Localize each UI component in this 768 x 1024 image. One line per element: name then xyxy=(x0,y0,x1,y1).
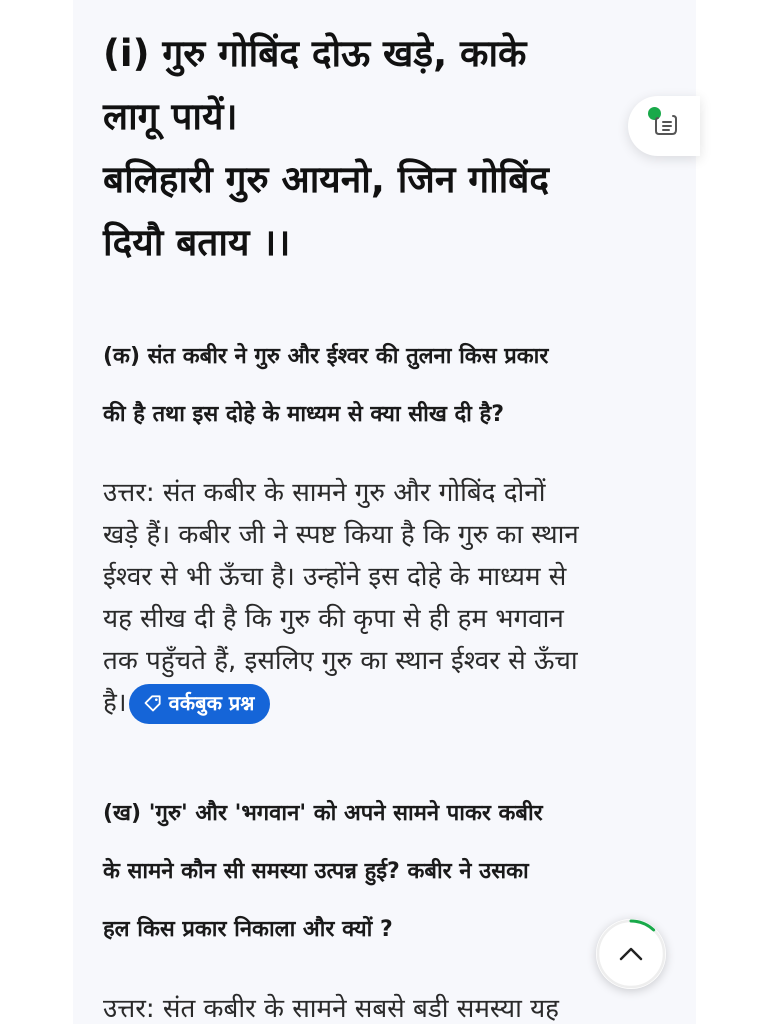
question-line: (ख) 'गुरु' और 'भगवान' को अपने सामने पाकर कबीर xyxy=(103,801,543,826)
question-ka xyxy=(103,328,678,444)
answer-line: तक पहुँचते हैं, इसलिए गुरु का स्थान ईश्वर से ऊँचा xyxy=(103,646,578,676)
answer-ka xyxy=(103,472,683,724)
question-line: के सामने कौन सी समस्या उत्पन्न हुई? कबीर ने उसका xyxy=(103,859,529,884)
scroll-progress-ring xyxy=(596,919,666,989)
answer-line: यह सीख दी है कि गुरु की कृपा से ही हम भगवान xyxy=(103,604,564,634)
question-line: (क) संत कबीर ने गुरु और ईश्वर की तुलना किस प्रकार xyxy=(103,344,549,369)
tag-icon xyxy=(143,693,163,713)
doha-line-2: लागू पायें। xyxy=(103,95,238,138)
answer-line: खड़े हैं। कबीर जी ने स्पष्ट किया है कि गुरु का स्थान xyxy=(103,520,579,550)
table-of-contents-icon xyxy=(652,110,680,138)
doha-line-1: (i) गुरु गोबिंद दोऊ खड़े, काके xyxy=(103,32,527,75)
answer-line: ईश्वर से भी ऊँचा है। उन्होंने इस दोहे के माध्यम से xyxy=(103,562,567,592)
question-kha xyxy=(103,785,678,959)
answer-line: उत्तर: संत कबीर के सामने सबसे बडी समस्या यह xyxy=(103,994,559,1024)
scroll-to-top-button[interactable] xyxy=(596,919,666,989)
workbook-question-tag[interactable] xyxy=(129,684,271,724)
question-line: की है तथा इस दोहे के माध्यम से क्या सीख दी है? xyxy=(103,402,504,427)
table-of-contents-button[interactable] xyxy=(628,96,700,156)
question-line: हल किस प्रकार निकाला और क्यों ? xyxy=(103,917,393,942)
answer-line: उत्तर: संत कबीर के सामने गुरु और गोबिंद दोनों xyxy=(103,478,546,508)
article-content xyxy=(73,0,696,1024)
tag-label: वर्कबुक प्रश्न xyxy=(168,690,255,715)
doha-heading xyxy=(103,22,673,274)
doha-line-4: दियौ बताय ।। xyxy=(103,221,291,264)
chevron-up-icon xyxy=(621,949,641,959)
answer-kha xyxy=(103,988,683,1024)
doha-line-3: बलिहारी गुरु आयनो, जिन गोबिंद xyxy=(103,158,550,201)
answer-line: है। xyxy=(103,688,127,718)
